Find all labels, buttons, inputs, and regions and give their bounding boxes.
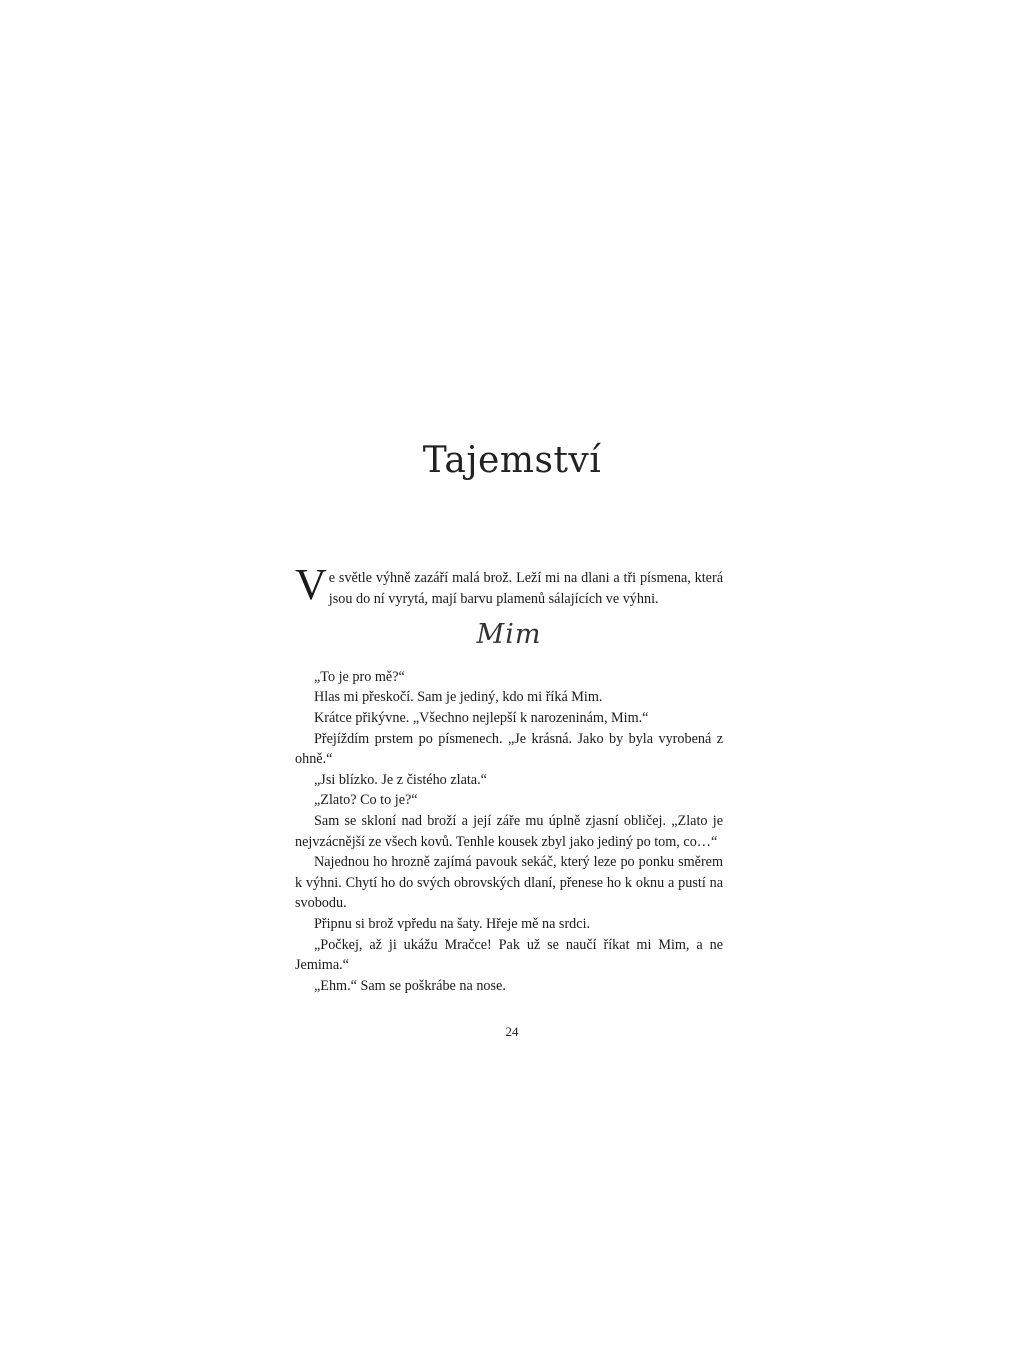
paragraph: Krátce přikývne. „Všechno nejlepší k narozeninám, Mim.“ [314, 709, 649, 726]
opening-paragraph [295, 560, 723, 609]
paragraph: Hlas mi přeskočí. Sam je jediný, kdo mi říká Mim. [314, 689, 603, 706]
drop-cap: V [295, 560, 327, 609]
paragraph: Přejíždím prstem po písmenech. „Je krásná. Jako by byla vyrobená z ohně.“ [295, 730, 723, 768]
page-number: 24 [505, 1024, 519, 1039]
paragraph: „Ehm.“ Sam se poškrábe na nose. [314, 977, 506, 994]
brooch-monogram: Mim [476, 619, 542, 651]
paragraph: „Jsi blízko. Je z čistého zlata.“ [314, 771, 487, 788]
paragraph: Sam se skloní nad broží a její záře mu úplně zjasní obličej. „Zlato je nejvzácnější ze všech kovů. Tenhle kousek zbyl jako jediný po tom, co…“ [295, 812, 723, 850]
chapter-title: Tajemství [422, 440, 602, 481]
body-text [295, 560, 723, 996]
paragraph: „Počkej, až ji ukážu Mračce! Pak už se naučí říkat mi Mim, a ne Jemima.“ [295, 936, 723, 974]
paragraph: Připnu si brož vpředu na šaty. Hřeje mě na srdci. [314, 915, 591, 932]
paragraph: „To je pro mě?“ [314, 668, 405, 685]
paragraph: Najednou ho hrozně zajímá pavouk sekáč, který leze po ponku směrem k výhni. Chytí ho do svých obrovských dlaní, přenese ho k oknu a pustí na svobodu. [295, 854, 723, 912]
paragraph: „Zlato? Co to je?“ [314, 792, 418, 809]
opening-text: e světle výhně zazáří malá brož. Leží mi na dlani a tři písmena, která jsou do ní vyrytá, mají barvu plamenů sálajících ve výhni. [328, 570, 723, 607]
